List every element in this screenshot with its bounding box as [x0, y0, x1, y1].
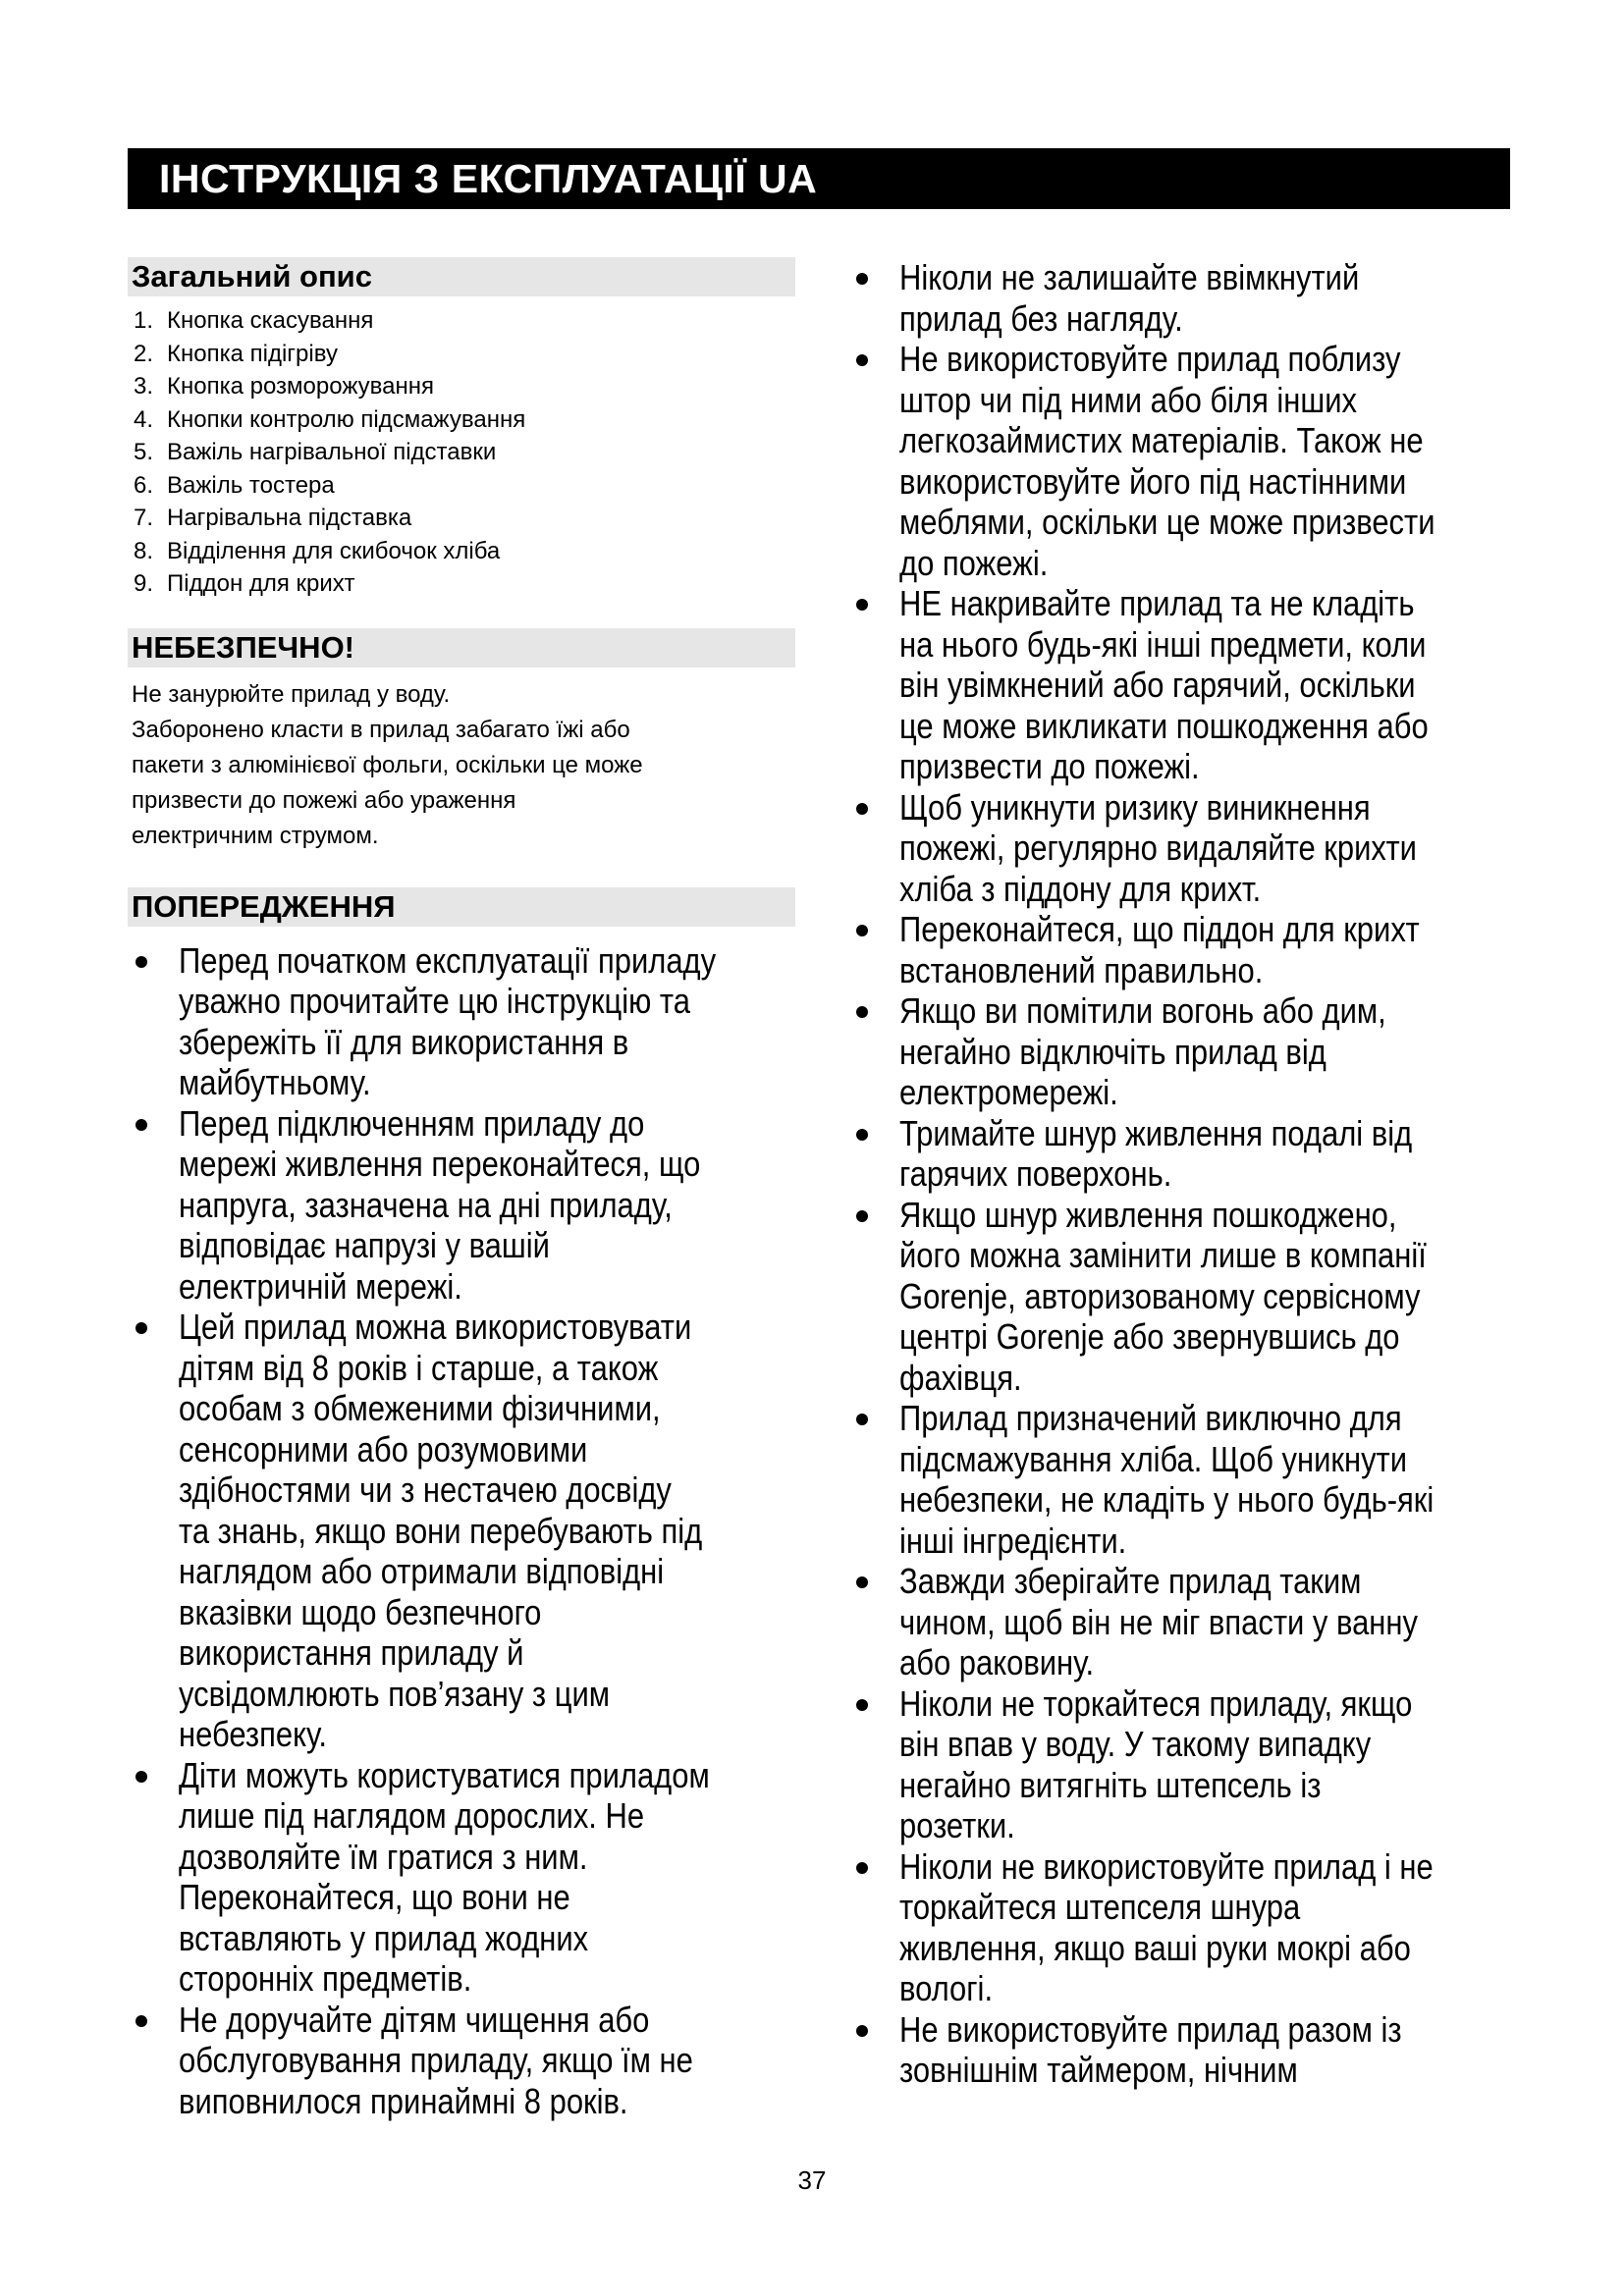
- bullet-line: призвести до пожежі.: [899, 746, 1200, 786]
- bullet-item: [128, 1307, 815, 1755]
- bullet-line: Не доручайте дітям чищення або: [179, 1999, 650, 2040]
- bullet-line: зовнішнім таймером, нічним: [899, 2050, 1298, 2090]
- bullet-line: Цей прилад можна використовувати: [179, 1307, 692, 1347]
- bullet-line: обслуговування приладу, якщо їм не: [179, 2040, 693, 2080]
- bullet-line: уважно прочитайте цю інструкцію та: [179, 981, 690, 1021]
- bullet-line: та знань, якщо вони перебувають під: [179, 1510, 703, 1551]
- bullet-line: Якщо шнур живлення пошкоджено,: [899, 1194, 1397, 1235]
- bullet-item: [128, 1103, 815, 1308]
- bullet-line: сторонніх предметів.: [179, 1958, 472, 1999]
- list-item: [128, 304, 815, 338]
- bullet-dot-icon: [856, 1699, 868, 1711]
- bullet-dot-icon: [135, 1119, 147, 1131]
- bullet-line: він увімкнений або гарячий, оскільки: [899, 665, 1416, 705]
- bullet-item: [128, 940, 815, 1103]
- bullet-line: легкозаймистих матеріалів. Також не: [899, 420, 1424, 460]
- bullet-line: Не використовуйте прилад разом із: [899, 2008, 1402, 2050]
- bullet-line: центрі Gorenje або звернувшись до: [899, 1316, 1400, 1357]
- list-item: [128, 403, 815, 437]
- bullet-line: пожежі, регулярно видаляйте крихти: [899, 828, 1417, 868]
- bullet-item: [848, 1846, 1555, 2009]
- bullet-line: електричній мережі.: [179, 1265, 462, 1307]
- bullet-item: [848, 2009, 1555, 2091]
- bullet-line: небезпеки, не кладіть у нього будь-які: [899, 1479, 1435, 1520]
- item-number: 8.: [134, 537, 154, 564]
- bullet-line: негайно відключіть прилад від: [899, 1031, 1326, 1072]
- bullet-line: Перед підключенням приладу до: [179, 1102, 645, 1144]
- bullet-dot-icon: [856, 925, 868, 936]
- bullet-item: [848, 339, 1555, 583]
- bullet-dot-icon: [856, 1129, 868, 1141]
- bullet-line: вказівки щодо безпечного: [179, 1591, 542, 1632]
- bullet-line: особам з обмеженими фізичними,: [179, 1388, 661, 1428]
- bullet-line: Тримайте шнур живлення подалі від: [899, 1112, 1413, 1153]
- bullet-dot-icon: [856, 803, 868, 815]
- bullet-line: гарячих поверхонь.: [899, 1153, 1172, 1194]
- item-text: Нагрівальна підставка: [167, 505, 412, 531]
- item-number: 1.: [134, 307, 154, 334]
- bullet-item: [128, 2000, 815, 2122]
- bullet-line: Завжди зберігайте прилад таким: [899, 1561, 1362, 1601]
- danger-line: Не занурюйте прилад у воду.: [132, 680, 451, 708]
- bullet-line: збережіть її для використання в: [179, 1021, 629, 1062]
- bullet-line: штор чи під ними або біля інших: [899, 379, 1358, 420]
- bullet-dot-icon: [856, 2025, 868, 2037]
- bullet-line: Переконайтеся, що піддон для крихт: [899, 909, 1420, 949]
- bullet-line: розетки.: [899, 1805, 1015, 1845]
- bullet-item: [848, 787, 1555, 910]
- warning-bullets-right: [848, 257, 1555, 2091]
- bullet-line: Ніколи не використовуйте прилад і не: [899, 1845, 1434, 1887]
- bullet-line: меблями, оскільки це може призвести: [899, 502, 1435, 542]
- bullet-item: [848, 1195, 1555, 1399]
- item-number: 4.: [134, 405, 154, 433]
- bullet-line: НЕ накривайте прилад та не кладіть: [899, 583, 1415, 623]
- bullet-line: мережі живлення переконайтеся, що: [179, 1144, 701, 1184]
- danger-line: електричним струмом.: [132, 822, 379, 849]
- bullet-dot-icon: [856, 1576, 868, 1588]
- bullet-line: або раковину.: [899, 1642, 1095, 1682]
- list-item: [128, 436, 815, 469]
- bullet-item: [848, 1398, 1555, 1561]
- bullet-line: використання приладу й: [179, 1632, 524, 1673]
- bullet-line: усвідомлюють пов’язану з цим: [179, 1673, 611, 1714]
- bullet-line: хліба з піддону для крихт.: [899, 868, 1262, 909]
- list-item: [128, 370, 815, 403]
- bullet-dot-icon: [856, 1006, 868, 1018]
- item-number: 5.: [134, 439, 154, 465]
- bullet-item: [848, 1561, 1555, 1683]
- danger-line: призвести до пожежі або ураження: [132, 786, 516, 814]
- bullet-line: до пожежі.: [899, 542, 1049, 583]
- bullet-line: майбутньому.: [179, 1062, 371, 1102]
- bullet-item: [128, 1755, 815, 2000]
- item-text: Кнопка розморожування: [167, 373, 434, 400]
- bullet-line: електромережі.: [899, 1072, 1118, 1112]
- bullet-line: вологі.: [899, 1968, 994, 2008]
- parts-list: [128, 304, 815, 601]
- bullet-line: він впав у воду. У такому випадку: [899, 1724, 1372, 1764]
- bullet-dot-icon: [135, 1771, 147, 1783]
- bullet-line: наглядом або отримали відповідні: [179, 1551, 665, 1591]
- section-heading-warning: ПОПЕРЕДЖЕННЯ: [128, 887, 795, 927]
- bullet-line: торкайтеся штепселя шнура: [899, 1887, 1301, 1927]
- bullet-line: здібностями чи з нестачею досвіду: [179, 1469, 672, 1510]
- item-text: Кнопка підігріву: [167, 340, 338, 367]
- item-text: Піддон для крихт: [167, 570, 355, 597]
- warning-bullets-left: [128, 940, 815, 2122]
- right-column: [848, 257, 1555, 2091]
- bullet-dot-icon: [856, 1862, 868, 1874]
- list-item: [128, 535, 815, 568]
- bullet-line: живлення, якщо ваші руки мокрі або: [899, 1927, 1411, 1968]
- bullet-line: Не використовуйте прилад поблизу: [899, 339, 1401, 379]
- bullet-dot-icon: [856, 273, 868, 285]
- bullet-item: [848, 583, 1555, 787]
- bullet-line: Ніколи не залишайте ввімкнутий: [899, 257, 1360, 297]
- section-heading-general: Загальний опис: [128, 257, 795, 296]
- bullet-line: негайно витягніть штепсель із: [899, 1764, 1322, 1805]
- item-number: 7.: [134, 505, 154, 531]
- danger-text: [132, 677, 815, 854]
- item-number: 6.: [134, 471, 154, 499]
- bullet-line: небезпеку.: [179, 1714, 327, 1754]
- list-item: [128, 502, 815, 535]
- bullet-item: [848, 909, 1555, 990]
- bullet-line: відповідає напрузі у вашій: [179, 1225, 550, 1265]
- bullet-dot-icon: [135, 956, 147, 968]
- bullet-line: його можна замінити лише в компанії: [899, 1235, 1427, 1275]
- bullet-item: [848, 990, 1555, 1113]
- bullet-dot-icon: [135, 2015, 147, 2027]
- bullet-line: Перед початком експлуатації приладу: [179, 939, 717, 981]
- left-column: [128, 257, 815, 2121]
- bullet-line: Gorenje, авторизованому сервісному: [899, 1275, 1421, 1316]
- bullet-dot-icon: [856, 599, 868, 611]
- bullet-line: сенсорними або розумовими: [179, 1428, 588, 1469]
- bullet-line: лише під наглядом дорослих. Не: [179, 1795, 645, 1836]
- danger-line: пакети з алюмінієвої фольги, оскільки це може: [132, 751, 643, 778]
- bullet-item: [848, 1683, 1555, 1846]
- page-title: ІНСТРУКЦІЯ З ЕКСПЛУАТАЦІЇ UA: [128, 148, 1510, 209]
- bullet-line: Прилад призначений виключно для: [899, 1398, 1402, 1438]
- bullet-line: чином, щоб він не міг впасти у ванну: [899, 1601, 1418, 1642]
- bullet-line: встановлений правильно.: [899, 949, 1264, 990]
- bullet-dot-icon: [856, 1414, 868, 1425]
- bullet-dot-icon: [856, 1210, 868, 1222]
- bullet-line: напруга, зазначена на дні приладу,: [179, 1184, 673, 1225]
- item-text: Важіль нагрівальної підставки: [167, 439, 497, 465]
- item-text: Кнопки контролю підсмажування: [167, 405, 526, 433]
- bullet-line: на нього будь-які інші предмети, коли: [899, 623, 1427, 665]
- bullet-line: Якщо ви помітили вогонь або дим,: [899, 990, 1386, 1031]
- bullet-line: прилад без нагляду.: [899, 297, 1183, 339]
- bullet-line: інші інгредієнти.: [899, 1520, 1127, 1561]
- bullet-line: вставляють у прилад жодних: [179, 1917, 589, 1958]
- bullet-line: дітям від 8 років і старше, а також: [179, 1347, 659, 1388]
- bullet-line: Діти можуть користуватися приладом: [179, 1754, 710, 1795]
- bullet-line: Щоб уникнути ризику виникнення: [899, 786, 1371, 828]
- bullet-line: дозволяйте їм гратися з ним.: [179, 1836, 588, 1877]
- item-text: Відділення для скибочок хліба: [167, 537, 501, 564]
- bullet-line: Ніколи не торкайтеся приладу, якщо: [899, 1682, 1413, 1724]
- list-item: [128, 567, 815, 601]
- bullet-line: фахівця.: [899, 1357, 1022, 1398]
- bullet-dot-icon: [135, 1322, 147, 1334]
- list-item: [128, 338, 815, 371]
- danger-line: Заборонено класти в прилад забагато їжі або: [132, 716, 630, 743]
- item-number: 9.: [134, 570, 154, 597]
- bullet-item: [848, 1113, 1555, 1195]
- bullet-dot-icon: [856, 354, 868, 366]
- bullet-line: Переконайтеся, що вони не: [179, 1877, 570, 1917]
- bullet-line: це може викликати пошкодження або: [899, 705, 1429, 746]
- bullet-line: використовуйте його під настінними: [899, 460, 1407, 502]
- bullet-item: [848, 257, 1555, 339]
- bullet-line: підсмажування хліба. Щоб уникнути: [899, 1438, 1408, 1479]
- item-text: Кнопка скасування: [167, 307, 374, 334]
- item-number: 3.: [134, 373, 154, 400]
- section-heading-danger: НЕБЕЗПЕЧНО!: [128, 628, 795, 667]
- item-number: 2.: [134, 340, 154, 367]
- list-item: [128, 469, 815, 503]
- item-text: Важіль тостера: [167, 471, 335, 499]
- bullet-line: виповнилося принаймні 8 років.: [179, 2080, 628, 2121]
- page-number: 37: [797, 2165, 827, 2195]
